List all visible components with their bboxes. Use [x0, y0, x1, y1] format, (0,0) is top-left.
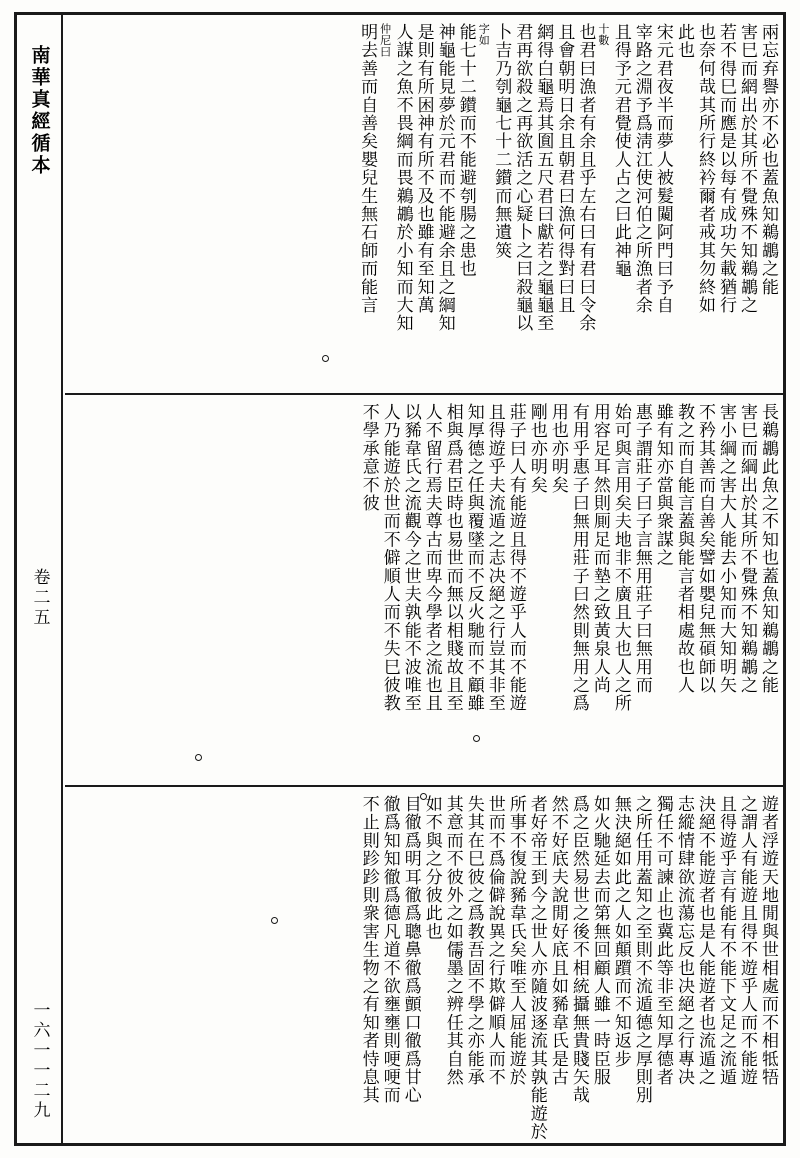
text-column: 且會朝明日余且朝君曰漁何得對曰且: [554, 23, 575, 315]
column-group-1: [71, 23, 777, 387]
text-column: 始可與言用矣夫地非不廣且大也人之所: [610, 403, 631, 713]
punctuation-marker: [473, 735, 480, 742]
text-column: 其意而不彼外之如儒墨之辨任其自然: [442, 795, 463, 1087]
text-column: 相與爲君臣時也易世而無以相賤故且至: [442, 403, 463, 713]
text-column: 失其在巳彼之爲教吾固不學之亦能承: [463, 795, 484, 1087]
spine-column: [17, 15, 63, 1143]
text-column: 爲之臣然易世之後不相統攝無貴賤矢哉: [568, 795, 589, 1105]
volume-label: 卷二五: [29, 568, 50, 628]
text-column: 此也: [673, 23, 694, 60]
text-column: 兩忘弃譽亦不必也蓋魚知鵜鶘之能: [758, 23, 778, 296]
text-column: 所事不復說豨韋氏矣唯至人屈能遊於: [505, 795, 526, 1087]
text-column: 明去善而自善矣嬰兒生無石師而能言: [357, 23, 378, 315]
text-column: 能七十二鑚而不能避刳腸之患也: [455, 23, 476, 278]
punctuation-marker: [271, 917, 278, 924]
text-column: 人謀之魚不畏綱而畏鵜鶘於小知而大知: [392, 23, 413, 333]
text-column: 害小綱之害大人能去小知而大知明矢: [715, 403, 736, 695]
text-column: 志縱情肆欲流蕩忘反也决絕之行專决: [673, 795, 694, 1087]
text-column: 惠子謂莊子曰子言無用莊子曰無用而: [631, 403, 652, 695]
text-column: 君再欲殺之再欲活之心疑卜之曰殺龜以: [512, 23, 533, 333]
text-column: 也奈何哉其所行終衿爾者戒其勿終如: [694, 23, 715, 315]
text-column: 莊子曰人有能遊且得不遊乎人而不能遊: [505, 403, 526, 713]
interlinear-note: 仲尼曰: [378, 23, 392, 58]
text-column: 雖有知亦當與衆謀之: [652, 403, 673, 567]
column-group-3: [71, 795, 778, 1141]
text-column: 卜吉乃刳龜七十二鑚而無遺筴: [491, 23, 512, 260]
text-column: 獨任不可諫止也冀此等非至知厚德者: [652, 795, 673, 1087]
text-body: [65, 15, 783, 1143]
text-column: 如火馳延去而第無回顧人雖一時臣服: [589, 795, 610, 1087]
text-column: 不學承意不彼: [358, 403, 379, 513]
text-column: 然不好底夫說閒好底且如豨韋氏是古: [547, 795, 568, 1087]
text-column: 是則有所困神有所不及也雖有至知萬: [413, 23, 434, 315]
text-column: 徹爲知知徹爲德凡道不欲壅壅則哽哽而: [379, 795, 400, 1105]
text-column: 之謂人有能遊且得不遊乎人而不能遊: [736, 795, 757, 1087]
text-column: 人不留行焉夫尊古而卑今學者之流也且: [421, 403, 442, 713]
interlinear-note: 十數: [596, 23, 610, 46]
book-title: 南華真經循本: [28, 45, 51, 177]
column-group-2: [71, 403, 777, 779]
text-column: 用也亦明矣: [547, 403, 568, 494]
text-column: 宰路之淵予爲淸江使河伯之所漁者余: [631, 23, 652, 315]
text-column: 人乃能遊於世而不僻順人而不失巳彼教: [379, 403, 400, 713]
text-column: 網得白龜焉其圎五尺君曰獻若之龜龜至: [533, 23, 554, 333]
text-column: 宋元君夜半而夢人被髮闚阿門曰予自: [652, 23, 673, 315]
text-column: 也君曰漁者有余且乎左右曰有君曰令余: [575, 23, 596, 333]
interlinear-note: 字如: [477, 23, 491, 46]
text-column: 教之而自能言蓋與能言者相處故也人: [673, 403, 694, 695]
text-column: 以豨韋氏之流觀今之世夫孰能不波唯至: [400, 403, 421, 713]
text-column: 有用乎惠子曰無用莊子曰然則無用之爲: [568, 403, 589, 713]
text-block-2: [65, 395, 783, 787]
text-column: 者好帝王到今之世人亦隨波逐流其孰能遊於: [526, 795, 547, 1141]
text-column: 剛也亦明矣: [526, 403, 547, 494]
text-column: 知厚德之任與覆墜而不反火馳而不顧雖: [463, 403, 484, 713]
text-column: 無決絕如此之人如顛躓而不知返步: [610, 795, 631, 1068]
punctuation-marker: [455, 952, 462, 959]
text-column: 之所任用蓋知之至則不流遁德之厚則別: [631, 795, 652, 1105]
text-column: 長鵜鶘此魚之不知也蓋魚知鵜鶘之能: [758, 403, 778, 695]
punctuation-marker: [420, 793, 427, 800]
text-column: 遊者浮遊天地閒與世相處而不相牴牾: [758, 795, 778, 1087]
text-column: 不矜其善而自善矣譬如嬰兒無碩師以: [694, 403, 715, 695]
punctuation-marker: [322, 355, 329, 362]
text-column: 若不得巳而應是以每有成功矢載猶行: [715, 23, 736, 315]
text-column: 神龜能見夢於元君而不能避余且之綱知: [434, 23, 455, 333]
text-column: 且得予元君覺使人占之曰此神龜: [610, 23, 631, 278]
text-column: 且得遊乎言有能有不能下文足之流遁: [715, 795, 736, 1087]
text-column: 用容足耳然則厠足而墊之致黃泉人尚: [589, 403, 610, 695]
text-column: 世而不爲倫僻說異之行欺僻順人而不: [484, 795, 505, 1087]
punctuation-marker: [195, 754, 202, 761]
text-column: 如不與之分彼此也: [421, 795, 442, 941]
text-column: 不止則跈跈則衆害生物之有知者恃息其: [358, 795, 379, 1105]
text-column: 目徹爲明耳徹爲聰鼻徹爲顫口徹爲甘心: [400, 795, 421, 1105]
text-block-1: [65, 15, 783, 395]
text-column: 害巳而綱出於其所不覺殊不知鵜鶘之: [736, 403, 757, 695]
text-column: 決絕不能遊者也是人能遊者也流遁之: [694, 795, 715, 1087]
text-column: 害巳而網出於其所不覺殊不知鵜鶘之: [736, 23, 757, 315]
page-number: 一六一一二九: [29, 1001, 50, 1121]
text-column: 且得遊乎夫流遁之志决絕之行豈其非至: [484, 403, 505, 713]
text-block-3: [65, 787, 783, 1143]
